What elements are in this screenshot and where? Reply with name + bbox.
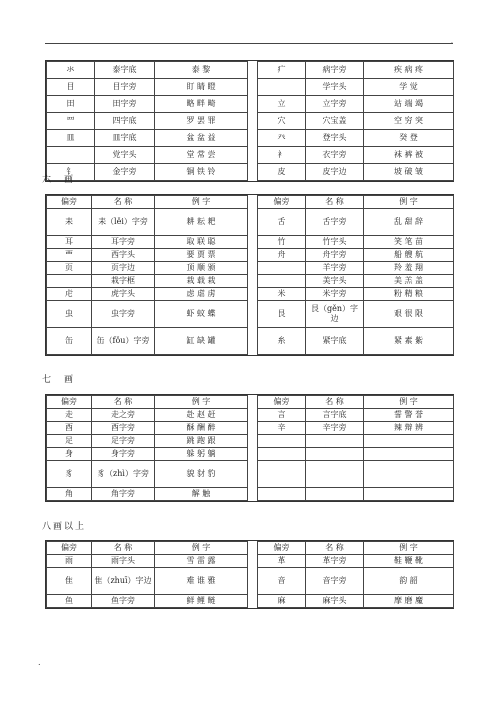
name-cell: 紧字底 [306,328,364,355]
radical-cell: 耒 [47,209,92,236]
name-cell: 角字旁 [92,488,155,501]
column-gap [248,555,258,568]
column-gap [248,595,258,608]
example-cell: 泰 黎 [155,62,248,79]
example-cell: 鲜 鲤 鲢 [155,595,248,608]
radical-cell: 糸 [258,328,306,355]
name-cell: 田字旁 [95,96,155,113]
column-gap [248,422,258,435]
column-gap [248,196,258,209]
radical-cell: 言 [258,409,306,422]
example-cell: 躲 躬 躺 [155,448,248,461]
table-row [47,555,454,568]
radical-cell: 音 [258,568,306,595]
table-row [47,96,454,113]
example-cell: 学 觉 [364,79,454,96]
radical-cell [258,262,306,275]
example-cell: 取 联 聪 [155,236,248,249]
name-cell: 身字旁 [92,448,155,461]
example-cell: 雪 雷 露 [155,555,248,568]
name-cell: 金字旁 [95,164,155,181]
column-gap [248,328,258,355]
example-cell: 紧 素 紫 [364,328,454,355]
radical-cell: 艮 [258,301,306,328]
name-cell: 四字底 [95,113,155,130]
radical-cell: 舌 [258,209,306,236]
table-row [47,275,454,288]
radical-cell: 虍 [47,288,92,301]
radical-cell [258,275,306,288]
column-gap [248,542,258,555]
name-cell: 言字底 [306,409,364,422]
name-cell: 虫字旁 [92,301,155,328]
radical-table-2 [45,194,454,356]
example-cell: 貌 豺 豹 [155,461,248,488]
example-cell: 船 艘 航 [364,249,454,262]
example-cell: 顶 顺 颁 [155,262,248,275]
example-cell: 摩 磨 魔 [364,595,454,608]
radical-cell: 页 [47,262,92,275]
example-cell: 羚 羞 翔 [364,262,454,275]
table-row [47,236,454,249]
example-cell: 盆 盆 益 [155,130,248,147]
example-cell: 乱 甜 辞 [364,209,454,236]
example-cell [364,461,454,488]
radical-cell: 覀 [47,249,92,262]
radical-cell [258,461,306,488]
name-cell: 耳字旁 [92,236,155,249]
example-cell [364,435,454,448]
table-row [47,328,454,355]
header-name: 名 称 [306,396,364,409]
radical-cell: 豸 [47,461,92,488]
example-cell: 艰 很 限 [364,301,454,328]
table-row [47,209,454,236]
radical-cell: 癶 [258,130,306,147]
name-cell [306,448,364,461]
header-row [47,396,454,409]
radical-cell: 衤 [258,147,306,164]
name-cell: 登字头 [306,130,364,147]
table-row [47,435,454,448]
table-row [47,301,454,328]
table-row [47,79,454,96]
radical-cell: 隹 [47,568,92,595]
column-gap [248,113,258,130]
header-name: 名 称 [92,396,155,409]
example-cell: 韵 韶 [364,568,454,595]
name-cell [306,488,364,501]
column-gap [248,568,258,595]
example-cell: 铜 铁 铃 [155,164,248,181]
example-cell: 耕 耘 耙 [155,209,248,236]
table1-body [47,62,454,181]
column-gap [248,147,258,164]
example-cell: 难 谁 雅 [155,568,248,595]
radical-cell: 身 [47,448,92,461]
name-cell: 耒（lěi）字旁 [92,209,155,236]
table-row [47,488,454,501]
header-radical: 偏旁 [47,396,92,409]
radical-cell: 皮 [258,164,306,181]
name-cell: 目字旁 [95,79,155,96]
example-cell: 站 端 竭 [364,96,454,113]
example-cell [364,448,454,461]
name-cell: 鱼字旁 [92,595,155,608]
radical-cell: 走 [47,409,92,422]
column-gap [248,79,258,96]
footer-dot: . [38,658,41,667]
header-example: 例 字 [155,396,248,409]
name-cell: 豸（zhì）字旁 [92,461,155,488]
radical-cell [47,275,92,288]
table-row [47,113,454,130]
example-cell: 袜 裤 被 [364,147,454,164]
radical-cell: 氺 [47,62,95,79]
column-gap [248,275,258,288]
column-gap [248,62,258,79]
header-name: 名 称 [306,542,364,555]
column-gap [248,488,258,501]
header-name: 名 称 [306,196,364,209]
example-cell: 鞋 鞭 靴 [364,555,454,568]
header-row [47,542,454,555]
example-cell: 美 羔 盖 [364,275,454,288]
table-row [47,62,454,79]
table-row [47,422,454,435]
header-radical: 偏旁 [258,196,306,209]
name-cell: 皿字底 [95,130,155,147]
name-cell: 病字旁 [306,62,364,79]
header-dot: . [451,38,453,45]
radical-cell: 立 [258,96,306,113]
column-gap [248,209,258,236]
radical-cell: 辛 [258,422,306,435]
name-cell: 页字边 [92,262,155,275]
radical-cell: 足 [47,435,92,448]
name-cell: 艮（gěn）字边 [306,301,364,328]
radical-cell: 竹 [258,236,306,249]
radical-cell: 田 [47,96,95,113]
radical-cell: 鱼 [47,595,92,608]
header-example: 例 字 [155,542,248,555]
name-cell: 麻字头 [306,595,364,608]
header-example: 例 字 [364,396,454,409]
name-cell: 缶（fǒu）字旁 [92,328,155,355]
table2-body [47,196,454,355]
radical-cell: 目 [47,79,95,96]
name-cell: 音字旁 [306,568,364,595]
table-row [47,461,454,488]
radical-cell: 酉 [47,422,92,435]
radical-cell: 疒 [258,62,306,79]
name-cell: 党字头 [95,147,155,164]
header-radical: 偏旁 [47,196,92,209]
radical-cell [258,79,306,96]
name-cell: 舌字旁 [306,209,364,236]
radical-cell [258,488,306,501]
name-cell: 竹字头 [306,236,364,249]
example-cell: 略 畔 畸 [155,96,248,113]
column-gap [248,130,258,147]
example-cell [364,488,454,501]
table-row [47,164,454,181]
table-row [47,262,454,275]
name-cell: 衣字旁 [306,147,364,164]
example-cell: 虑 虐 虏 [155,288,248,301]
example-cell: 盯 睛 瞪 [155,79,248,96]
name-cell: 西字头 [92,249,155,262]
name-cell: 虎字头 [92,288,155,301]
table3-body [47,396,454,501]
name-cell: 走之旁 [92,409,155,422]
column-gap [248,448,258,461]
radical-cell [47,147,95,164]
example-cell: 堂 常 尝 [155,147,248,164]
table-row [47,595,454,608]
name-cell: 泰字底 [95,62,155,79]
example-cell: 酥 酬 醉 [155,422,248,435]
example-cell: 虾 蚊 蝶 [155,301,248,328]
column-gap [248,409,258,422]
name-cell [306,461,364,488]
radical-table-1 [45,60,454,182]
name-cell: 足字旁 [92,435,155,448]
header-name: 名 称 [92,196,155,209]
example-cell: 栽 载 栽 [155,275,248,288]
example-cell: 粉 精 粮 [364,288,454,301]
column-gap [248,435,258,448]
column-gap [248,164,258,181]
header-name: 名 称 [92,542,155,555]
name-cell: 舟字旁 [306,249,364,262]
name-cell: 雨字头 [92,555,155,568]
example-cell: 罗 罢 罪 [155,113,248,130]
header-rule [45,43,453,44]
column-gap [248,301,258,328]
table-row [47,409,454,422]
column-gap [248,461,258,488]
column-gap [248,96,258,113]
name-cell: 穴宝盖 [306,113,364,130]
example-cell: 赴 赵 赶 [155,409,248,422]
radical-cell: 虫 [47,301,92,328]
name-cell [306,435,364,448]
example-cell: 要 贾 票 [155,249,248,262]
name-cell: 酉字旁 [92,422,155,435]
radical-table-4 [45,540,454,609]
column-gap [248,249,258,262]
name-cell: 辛字旁 [306,422,364,435]
section-title-eight: 八画以上 [42,522,87,532]
radical-cell: 角 [47,488,92,501]
header-example: 例 字 [364,196,454,209]
name-cell: 米字旁 [306,288,364,301]
example-cell: 空 穷 突 [364,113,454,130]
table-row [47,249,454,262]
table-row [47,147,454,164]
section-title-six: 六 画 [42,175,76,185]
name-cell: 羊字旁 [306,262,364,275]
radical-cell: 雨 [47,555,92,568]
section-title-seven: 七 画 [42,375,76,385]
example-cell: 辣 辩 辨 [364,422,454,435]
example-cell: 笑 笔 苗 [364,236,454,249]
column-gap [248,288,258,301]
header-row [47,196,454,209]
name-cell: 隹（zhuī）字边 [92,568,155,595]
example-cell: 坡 破 皱 [364,164,454,181]
example-cell: 跳 跑 跟 [155,435,248,448]
radical-cell: 耳 [47,236,92,249]
radical-cell: 舟 [258,249,306,262]
radical-cell: 罒 [47,113,95,130]
example-cell: 疾 病 疼 [364,62,454,79]
radical-cell: 麻 [258,595,306,608]
header-radical: 偏旁 [258,396,306,409]
name-cell: 学字头 [306,79,364,96]
radical-cell [258,435,306,448]
name-cell: 美字头 [306,275,364,288]
column-gap [248,396,258,409]
example-cell: 缸 缺 罐 [155,328,248,355]
header-example: 例 字 [155,196,248,209]
radical-cell: 革 [258,555,306,568]
table-row [47,448,454,461]
radical-table-3 [45,394,454,502]
table4-body [47,542,454,608]
header-example: 例 字 [364,542,454,555]
name-cell: 革字旁 [306,555,364,568]
table-row [47,288,454,301]
table-row [47,568,454,595]
column-gap [248,236,258,249]
name-cell: 皮字边 [306,164,364,181]
example-cell: 誓 警 誉 [364,409,454,422]
name-cell: 立字旁 [306,96,364,113]
example-cell: 癸 登 [364,130,454,147]
radical-cell [258,448,306,461]
radical-cell: 缶 [47,328,92,355]
radical-cell: 穴 [258,113,306,130]
example-cell: 解 触 [155,488,248,501]
table-row [47,130,454,147]
radical-cell: 米 [258,288,306,301]
name-cell: 栽字框 [92,275,155,288]
header-radical: 偏旁 [258,542,306,555]
radical-cell: 钅 [47,164,95,181]
radical-cell: 皿 [47,130,95,147]
column-gap [248,262,258,275]
header-radical: 偏旁 [47,542,92,555]
